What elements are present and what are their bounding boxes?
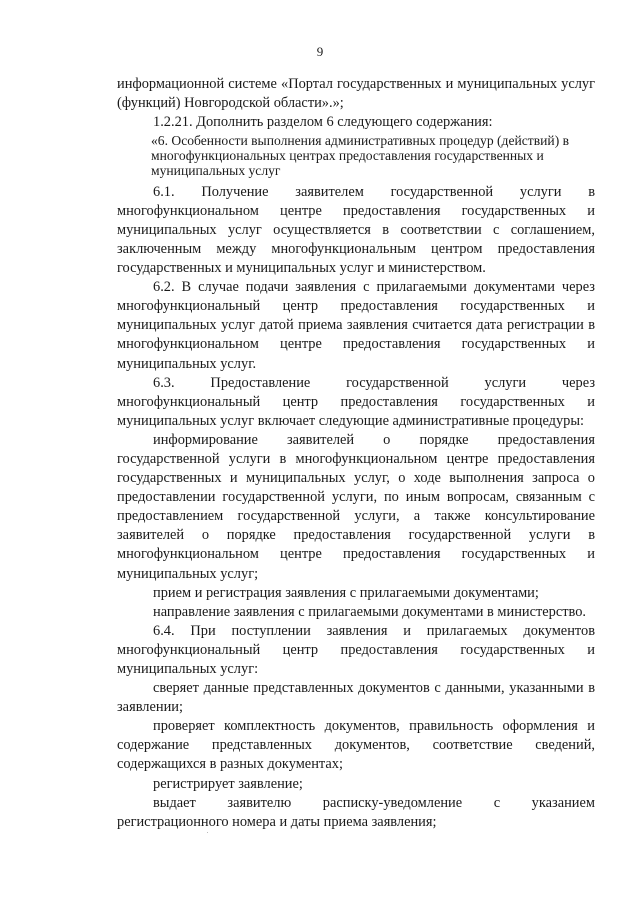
paragraph-amendment-1-2-21: 1.2.21. Дополнить разделом 6 следующего содержания: [153, 114, 493, 131]
list-item-issue-receipt: выдает заявителю расписку-уведомление с указанием регистрационного номера и даты приема заявления; [117, 794, 595, 830]
paragraph-6-2: 6.2. В случае подачи заявления с прилагаемыми документами через многофункциональный центр предоставления государственных и муниципальных услуг датой приема заявления считается дата регистрации в многофункциональном центре предоставления государственных и муниципальных услуг. [117, 279, 595, 372]
list-item-forwarding: направление заявления с прилагаемыми документами в министерство. [153, 603, 587, 620]
page-number: 9 [316, 44, 324, 59]
list-item-informing: информирование заявителей о порядке предоставления государственной услуги в многофункциональном центре предоставления государственных и муниципальных услуг, о ходе выполнения запроса о предоставлении государственной услуги, по иным вопросам, связанным с предоставлением государственной услуги, а также консультирование заявителей о порядке предоставления государственной услуги в многофункциональном центре предоставления государственных и муниципальных услуг; [117, 431, 595, 582]
list-item-check-completeness: проверяет комплектность документов, правильность оформления и содержание представленных документов, соответствие сведений, содержащихся в разных документах; [117, 718, 595, 773]
list-item-reception: прием и регистрация заявления с прилагаемыми документами; [153, 584, 539, 601]
scan-speck [207, 832, 208, 833]
paragraph-6-3: 6.3. Предоставление государственной услуги через многофункциональный центр предоставления государственных и муниципальных услуг включает следующие административные процедуры: [117, 374, 595, 429]
paragraph-6-1: 6.1. Получение заявителем государственной услуги в многофункциональном центре предоставления государственных и муниципальных услуг осуществляется в соответствии с соглашением, заключенным между многофункциональным центром предоставления государственных и муниципальных услуг и министерством. [117, 183, 595, 277]
document-body [117, 75, 595, 832]
list-item-verify-data: сверяет данные представленных документов с данными, указанными в заявлении; [117, 680, 595, 716]
paragraph-portal-reference: информационной системе «Портал государственных и муниципальных услуг (функций) Новгородской области».»; [117, 76, 595, 112]
section-6-heading: «6. Особенности выполнения административных процедур (действий) в многофункциональных центрах предоставления государственных и муниципальных услуг [151, 133, 570, 178]
paragraph-6-4: 6.4. При поступлении заявления и прилагаемых документов многофункциональный центр предоставления государственных и муниципальных услуг: [117, 622, 595, 678]
list-item-register: регистрирует заявление; [153, 775, 303, 792]
